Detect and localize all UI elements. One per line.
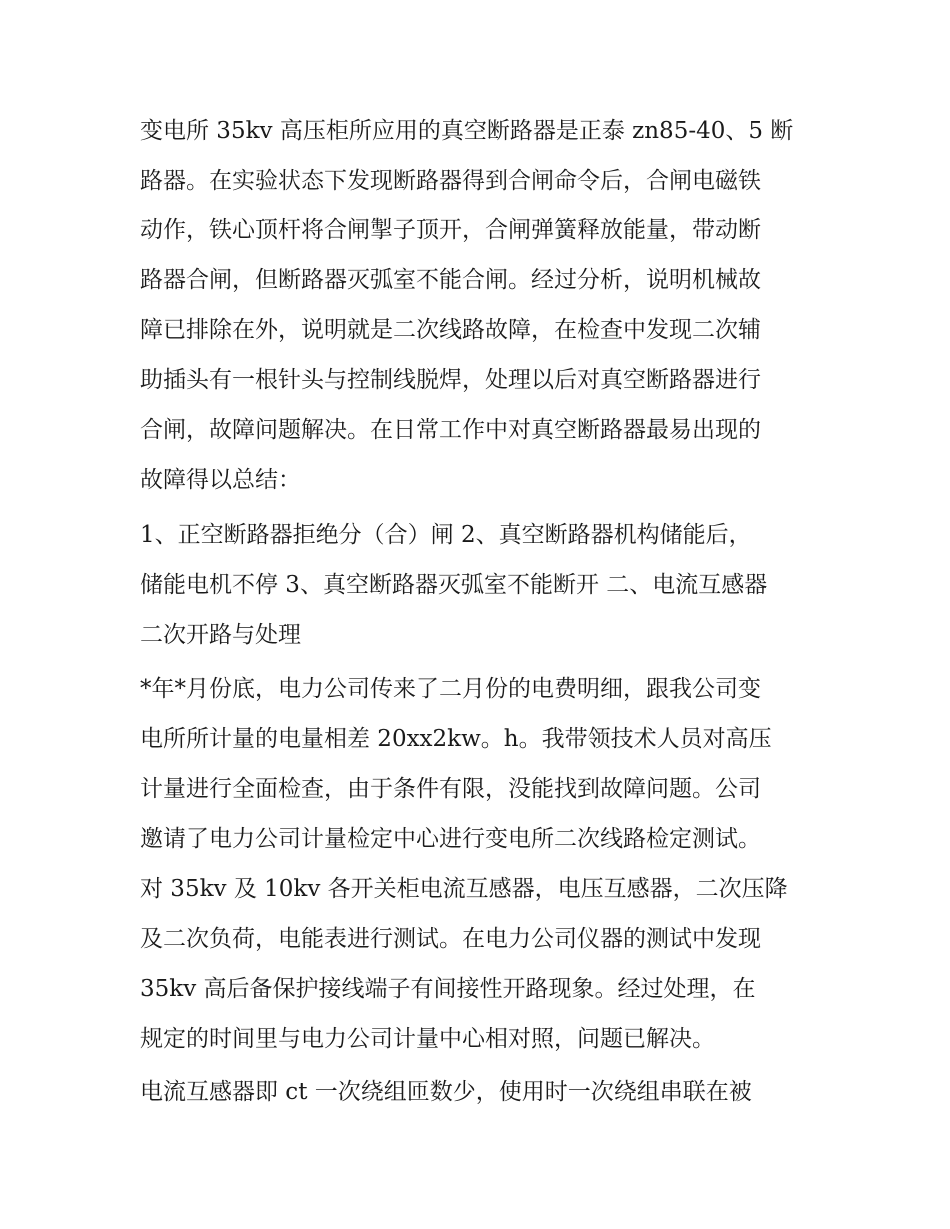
text-line: 电流互感器即 ct 一次绕组匝数少，使用时一次绕组串联在被	[140, 1079, 752, 1105]
text-line: 合闸，故障问题解决。在日常工作中对真空断路器最易出现的	[140, 417, 761, 443]
text-line: *年*月份底，电力公司传来了二月份的电费明细，跟我公司变	[140, 676, 761, 702]
text-line: 35kv 高后备保护接线端子有间接性开路现象。经过处理，在	[140, 976, 756, 1002]
text-line: 动作，铁心顶杆将合闸掣子顶开，合闸弹簧释放能量，带动断	[140, 217, 761, 243]
text-line: 障已排除在外，说明就是二次线路故障，在检查中发现二次辅	[140, 317, 761, 343]
text-line: 对 35kv 及 10kv 各开关柜电流互感器，电压互感器，二次压降	[140, 876, 788, 902]
text-line: 1、正空断路器拒绝分（合）闸 2、真空断路器机构储能后，	[140, 522, 752, 548]
text-line: 储能电机不停 3、真空断路器灭弧室不能断开 二、电流互感器	[140, 572, 768, 598]
text-line: 助插头有一根针头与控制线脱焊，处理以后对真空断路器进行	[140, 367, 761, 393]
text-line: 变电所 35kv 高压柜所应用的真空断路器是正泰 zn85-40、5 断	[140, 118, 794, 144]
text-line: 二次开路与处理	[140, 622, 301, 648]
text-line: 路器合闸，但断路器灭弧室不能合闸。经过分析，说明机械故	[140, 267, 761, 293]
text-line: 电所所计量的电量相差 20xx2kw。h。我带领技术人员对高压	[140, 726, 772, 752]
text-line: 路器。在实验状态下发现断路器得到合闸命令后，合闸电磁铁	[140, 168, 761, 194]
text-line: 计量进行全面检查，由于条件有限，没能找到故障问题。公司	[140, 776, 761, 802]
text-line: 故障得以总结：	[140, 467, 301, 493]
text-line: 邀请了电力公司计量检定中心进行变电所二次线路检定测试。	[140, 826, 761, 852]
text-line: 及二次负荷，电能表进行测试。在电力公司仪器的测试中发现	[140, 926, 761, 952]
text-line: 规定的时间里与电力公司计量中心相对照，问题已解决。	[140, 1026, 715, 1052]
